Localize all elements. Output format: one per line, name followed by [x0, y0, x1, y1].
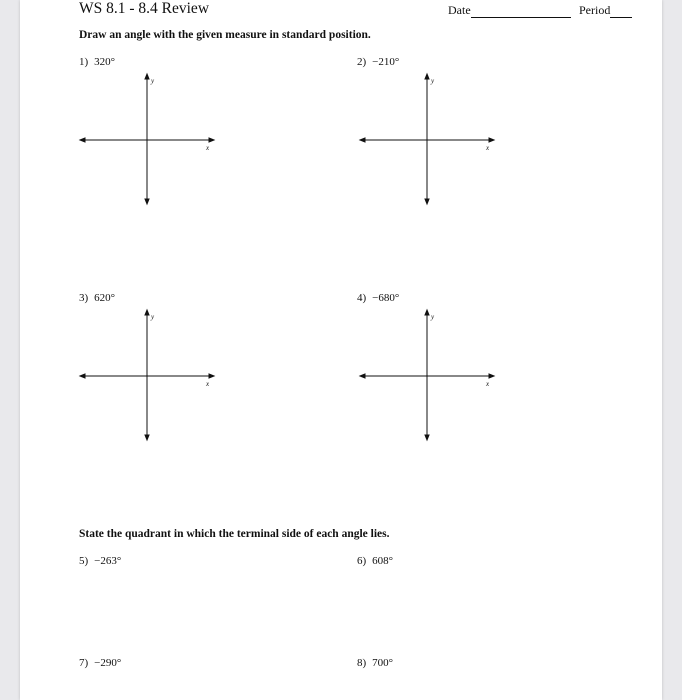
problem-number: 5) [79, 555, 89, 567]
problem-angle: −290° [94, 657, 122, 669]
problem-number: 8) [357, 657, 367, 669]
problem-angle: 620° [94, 292, 116, 304]
y-axis-down-arrow [425, 435, 429, 440]
x-axis-right-arrow [489, 374, 494, 378]
problem-2 [357, 56, 399, 68]
problem-7 [79, 657, 121, 669]
section-1-instruction: Draw an angle with the given measure in standard position. [79, 29, 371, 41]
period-field[interactable] [579, 3, 632, 18]
date-blank-line[interactable] [471, 5, 571, 18]
date-field[interactable] [448, 3, 571, 18]
problem-angle: 700° [372, 657, 394, 669]
problem-number: 4) [357, 292, 367, 304]
section-2-instruction: State the quadrant in which the terminal side of each angle lies. [79, 528, 390, 540]
y-axis-down-arrow [145, 435, 149, 440]
x-axis-right-arrow [209, 138, 214, 142]
y-axis-up-arrow [145, 310, 149, 315]
y-axis-label: y [431, 313, 435, 321]
period-label: Period [579, 3, 611, 17]
x-axis-label: x [206, 144, 210, 152]
x-axis-left-arrow [360, 374, 365, 378]
period-blank-line[interactable] [610, 5, 632, 18]
problem-number: 3) [79, 292, 89, 304]
worksheet-title: WS 8.1 - 8.4 Review [79, 0, 210, 17]
coordinate-axes-1[interactable] [80, 74, 216, 206]
y-axis-down-arrow [425, 199, 429, 204]
problem-3 [79, 292, 115, 304]
problem-angle: −210° [372, 56, 400, 68]
problem-number: 1) [79, 56, 89, 68]
y-axis-label: y [431, 77, 435, 85]
date-label: Date [448, 3, 471, 17]
problem-angle: 320° [94, 56, 116, 68]
coordinate-axes-4[interactable] [360, 310, 496, 442]
problem-5 [79, 555, 121, 567]
x-axis-right-arrow [489, 138, 494, 142]
coordinate-axes-3[interactable] [80, 310, 216, 442]
y-axis-up-arrow [425, 74, 429, 79]
problem-8 [357, 657, 393, 669]
problem-6 [357, 555, 393, 567]
problem-angle: 608° [372, 555, 394, 567]
y-axis-down-arrow [145, 199, 149, 204]
x-axis-label: x [486, 144, 490, 152]
x-axis-label: x [486, 380, 490, 388]
y-axis-label: y [151, 313, 155, 321]
x-axis-left-arrow [360, 138, 365, 142]
x-axis-label: x [206, 380, 210, 388]
y-axis-up-arrow [425, 310, 429, 315]
problem-number: 2) [357, 56, 367, 68]
problem-number: 6) [357, 555, 367, 567]
coordinate-axes-2[interactable] [360, 74, 496, 206]
problem-4 [357, 292, 399, 304]
problem-number: 7) [79, 657, 89, 669]
problem-1 [79, 56, 115, 68]
x-axis-right-arrow [209, 374, 214, 378]
worksheet-page [20, 0, 662, 700]
y-axis-label: y [151, 77, 155, 85]
problem-angle: −680° [372, 292, 400, 304]
y-axis-up-arrow [145, 74, 149, 79]
x-axis-left-arrow [80, 138, 85, 142]
problem-angle: −263° [94, 555, 122, 567]
x-axis-left-arrow [80, 374, 85, 378]
